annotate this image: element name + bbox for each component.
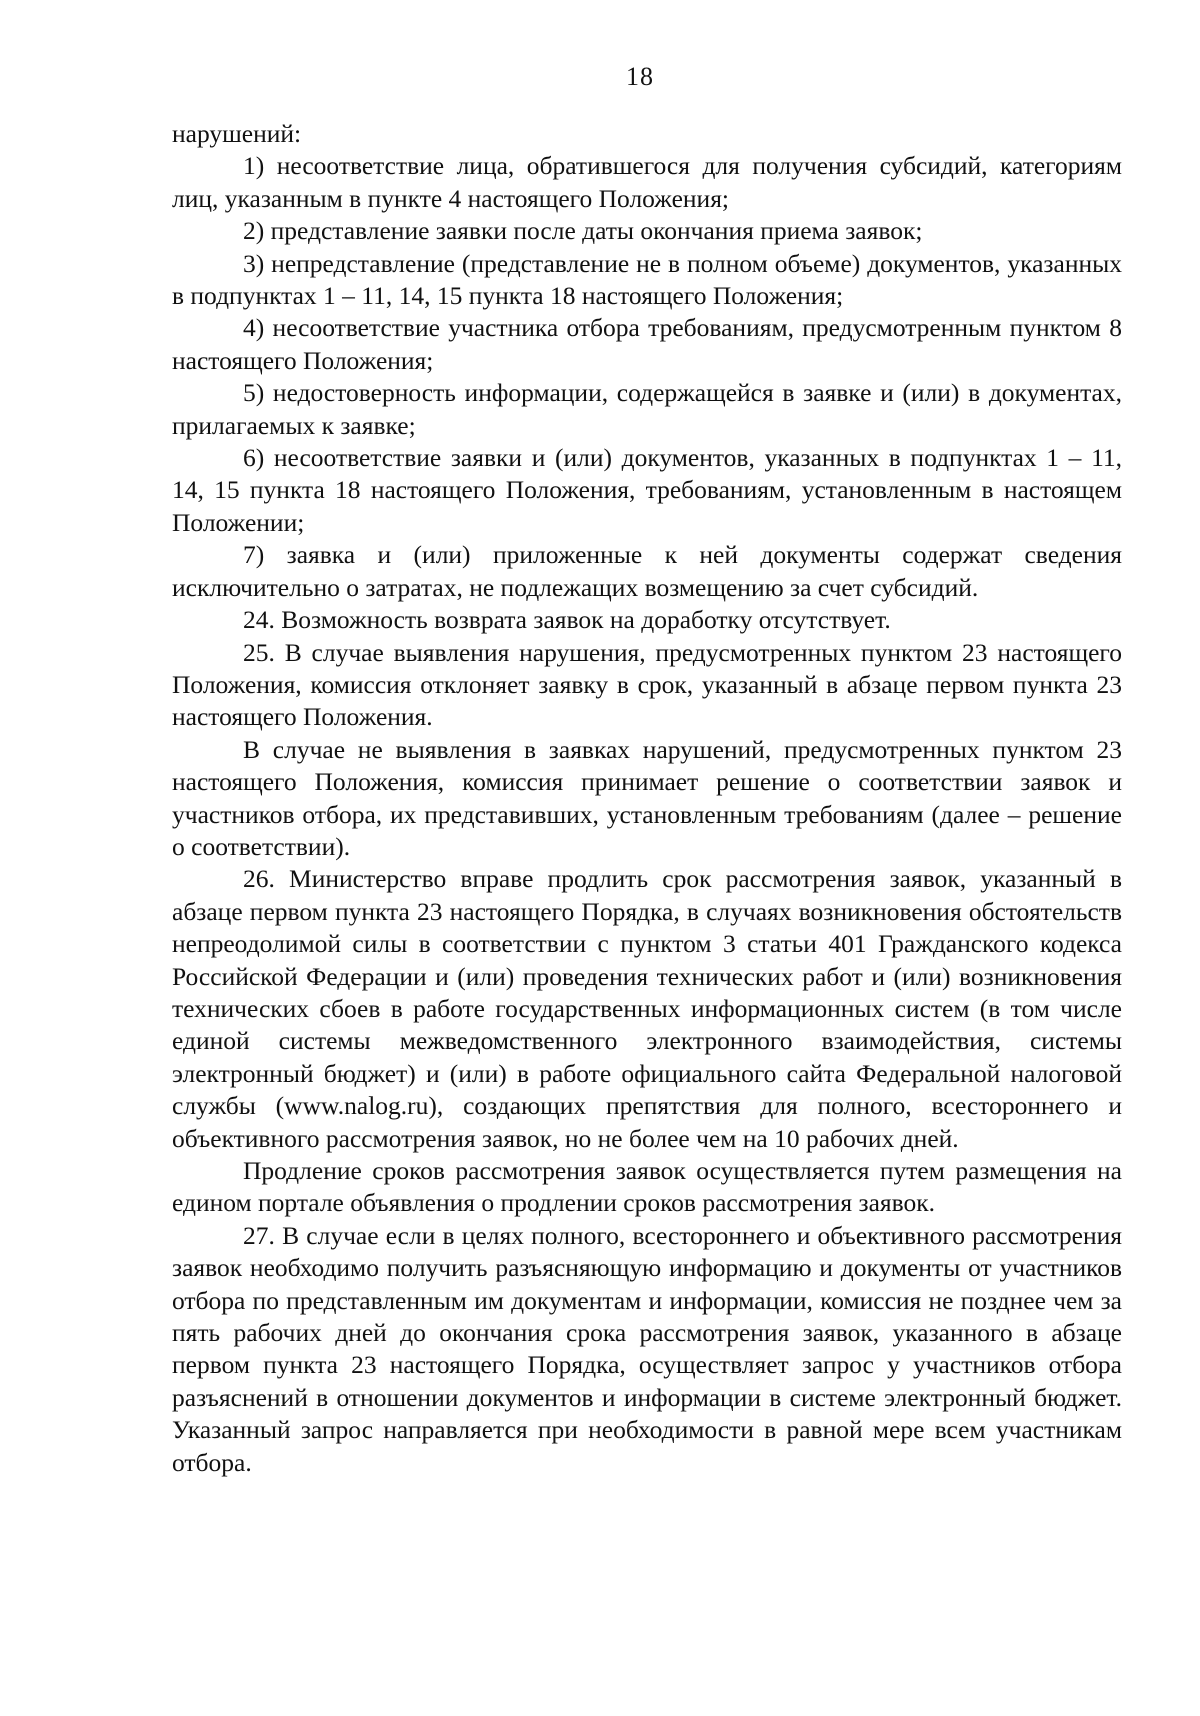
clause-27: 27. В случае если в целях полного, всестороннего и объективного рассмотрения заявок необходимо получить разъясняющую информацию и документы от участников отбора по представленным им документам и информации, комиссия не позднее чем за пять рабочих дней до окончания срока рассмотрения заявок, указанного в абзаце первом пункта 23 настоящего Порядка, осуществляет запрос у участников отбора разъяснений в отношении документов и информации в системе электронный бюджет. Указанный запрос направляется при необходимости в равной мере всем участникам отбора. <box>172 1220 1122 1477</box>
clause-25-paragraph-2: В случае не выявления в заявках нарушений, предусмотренных пунктом 23 настоящего Положения, комиссия принимает решение о соответствии заявок и участников отбора, их представивших, установленным требованиям (далее – решение о соответствии). <box>172 734 1122 861</box>
clause-24: 24. Возможность возврата заявок на доработку отсутствует. <box>243 605 891 635</box>
list-item-7: 7) заявка и (или) приложенные к ней документы содержат сведения исключительно о затратах, не подлежащих возмещению за счет субсидий. <box>172 540 1122 602</box>
list-item-5: 5) недостоверность информации, содержащейся в заявке и (или) в документах, прилагаемых к заявке; <box>172 378 1122 440</box>
clause-26-paragraph-2: Продление сроков рассмотрения заявок осуществляется путем размещения на едином портале объявления о продлении сроков рассмотрения заявок. <box>172 1156 1122 1218</box>
list-item-4: 4) несоответствие участника отбора требованиям, предусмотренным пунктом 8 настоящего Положения; <box>172 313 1122 375</box>
list-item-2: 2) представление заявки после даты окончания приема заявок; <box>243 216 923 246</box>
list-item-6: 6) несоответствие заявки и (или) документов, указанных в подпунктах 1 – 11, 14, 15 пункта 18 настоящего Положения, требованиям, установленным в настоящем Положении; <box>172 443 1122 537</box>
page-number: 18 <box>626 62 654 91</box>
list-item-3: 3) непредставление (представление не в полном объеме) документов, указанных в подпунктах 1 – 11, 14, 15 пункта 18 настоящего Положения; <box>172 248 1122 311</box>
document-body <box>172 118 1122 1479</box>
paragraph-intro: нарушений: <box>172 119 302 148</box>
list-item-1: 1) несоответствие лица, обратившегося для получения субсидий, категориям лиц, указанным в пункте 4 настоящего Положения; <box>172 151 1122 213</box>
clause-25: 25. В случае выявления нарушения, предусмотренных пунктом 23 настоящего Положения, комиссия отклоняет заявку в срок, указанный в абзаце первом пункта 23 настоящего Положения. <box>172 637 1122 732</box>
clause-26: 26. Министерство вправе продлить срок рассмотрения заявок, указанный в абзаце первом пункта 23 настоящего Порядка, в случаях возникновения обстоятельств непреодолимой силы в соответствии с пунктом 3 статьи 401 Гражданского кодекса Российской Федерации и (или) проведения технических работ и (или) возникновения технических сбоев в работе государственных информационных систем (в том числе единой системы межведомственного электронного взаимодействия, системы электронный бюджет) и (или) в работе официального сайта Федеральной налоговой службы (www.nalog.ru), создающих препятствия для полного, всестороннего и объективного рассмотрения заявок, но не более чем на 10 рабочих дней. <box>172 864 1122 1153</box>
